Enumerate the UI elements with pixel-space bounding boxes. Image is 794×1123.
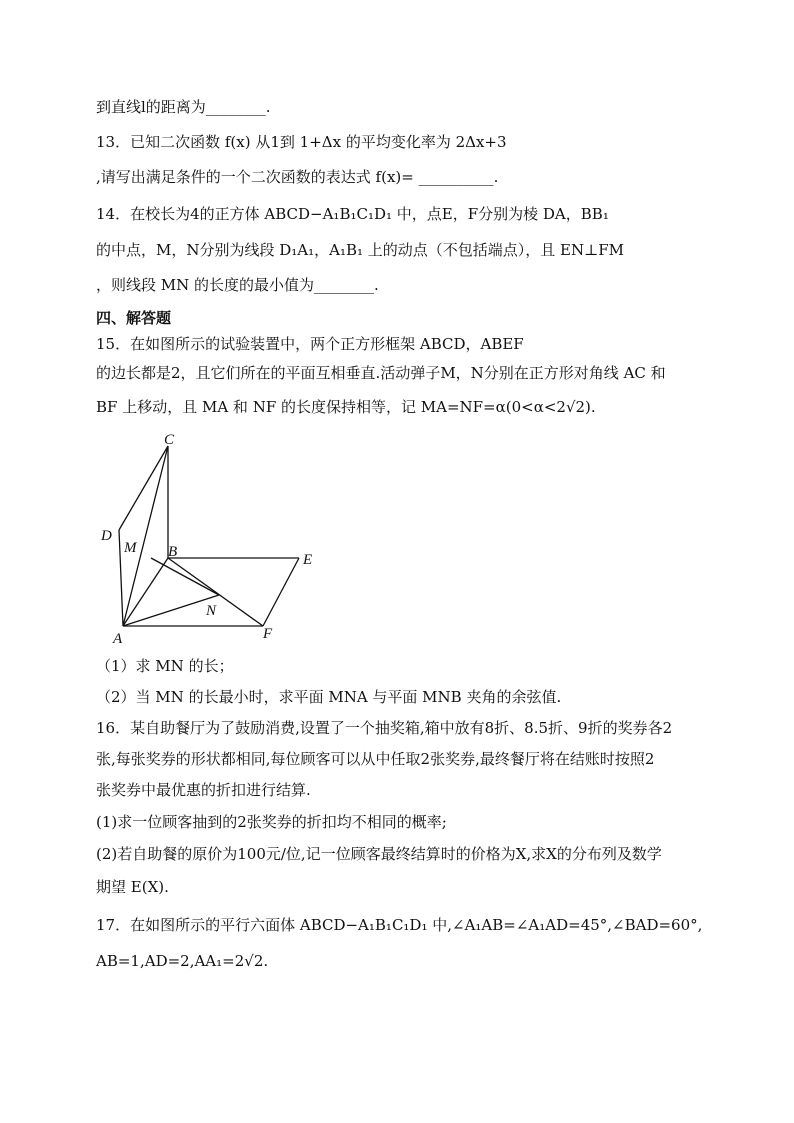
q16-part2-cont bbox=[96, 876, 169, 898]
q17-text-2: AB=1,AD=2,AA₁=2√2. bbox=[96, 952, 269, 970]
edge-AD bbox=[119, 530, 123, 626]
q14-line3 bbox=[96, 274, 379, 296]
q15-line1 bbox=[96, 333, 524, 355]
q15-text-3: BF 上移动，且 MA 和 NF 的长度保持相等，记 MA=NF=α(0<α<2√2). bbox=[96, 398, 596, 416]
q14-text-1: 14．在校长为4的正方体 ABCD−A₁B₁C₁D₁ 中，点E，F分别为棱 DA，BB₁ bbox=[96, 205, 609, 223]
edge-EF bbox=[263, 558, 299, 626]
label-N: N bbox=[206, 603, 217, 619]
edge-AB bbox=[123, 558, 168, 626]
q15-line3 bbox=[96, 396, 596, 418]
section-heading-text: 四、解答题 bbox=[96, 309, 172, 327]
q15-part2 bbox=[96, 686, 561, 708]
q13-line1 bbox=[96, 131, 507, 153]
label-E: E bbox=[303, 552, 313, 568]
q15-line2 bbox=[96, 362, 666, 384]
label-A: A bbox=[113, 631, 123, 647]
label-B: B bbox=[168, 544, 178, 560]
label-M: M bbox=[124, 540, 137, 556]
q15-part1-text: （1）求 MN 的长； bbox=[96, 657, 234, 675]
q14-line2 bbox=[96, 239, 624, 261]
q17-text-1: 17．在如图所示的平行六面体 ABCD−A₁B₁C₁D₁ 中,∠A₁AB=∠A₁AD=45°,∠BAD=60°, bbox=[96, 916, 703, 934]
q16-part1 bbox=[96, 811, 447, 833]
q16-part2 bbox=[96, 843, 662, 865]
label-D: D bbox=[101, 528, 112, 544]
q15-text-2: 的边长都是2，且它们所在的平面互相垂直.活动弹子M，N分别在正方形对角线 AC 和 bbox=[96, 364, 666, 382]
q15-part1 bbox=[96, 655, 234, 677]
section-heading bbox=[96, 307, 171, 329]
label-F: F bbox=[263, 626, 273, 642]
q14-line1 bbox=[96, 203, 609, 225]
q15-part2-text: （2）当 MN 的长最小时，求平面 MNA 与平面 MNB 夹角的余弦值. bbox=[96, 688, 562, 706]
q16-text-3: 张奖券中最优惠的折扣进行结算. bbox=[96, 781, 311, 799]
q16-line3 bbox=[96, 779, 311, 801]
q12-tail-text: 到直线l的距离为________. bbox=[96, 98, 271, 116]
q13-text-2: ,请写出满足条件的一个二次函数的表达式 f(x)= __________. bbox=[96, 168, 499, 186]
q14-text-2: 的中点，M，N分别为线段 D₁A₁，A₁B₁ 上的动点（不包括端点），且 EN⊥FM bbox=[96, 241, 625, 259]
q17-line2 bbox=[96, 950, 268, 972]
q13-line2 bbox=[96, 166, 498, 188]
label-C: C bbox=[164, 432, 175, 448]
q16-part1-text: (1)求一位顾客抽到的2张奖券的折扣均不相同的概率; bbox=[96, 813, 447, 831]
segment-MN bbox=[151, 558, 219, 595]
edge-DC bbox=[119, 446, 168, 530]
q12-tail bbox=[96, 96, 271, 118]
q17-line1 bbox=[96, 914, 702, 936]
q16-part2-text: (2)若自助餐的原价为100元/位,记一位顾客最终结算时的价格为X,求X的分布列及数学 bbox=[96, 845, 662, 863]
q14-text-3: ，则线段 MN 的长度的最小值为________. bbox=[96, 276, 379, 294]
q16-text-2: 张,每张奖券的形状都相同,每位顾客可以从中任取2张奖券,最终餐厅将在结账时按照2 bbox=[96, 750, 655, 768]
q13-text-1: 13．已知二次函数 f(x) 从1到 1+Δx 的平均变化率为 2Δx+3 bbox=[96, 133, 507, 151]
q16-line2 bbox=[96, 748, 654, 770]
edge-CA bbox=[123, 446, 168, 626]
segment-AN bbox=[123, 595, 219, 626]
q16-line1 bbox=[96, 717, 672, 739]
q16-part2-cont-text: 期望 E(X). bbox=[96, 878, 169, 896]
q16-text-1: 16．某自助餐厅为了鼓励消费,设置了一个抽奖箱,箱中放有8折、8.5折、9折的奖券各2 bbox=[96, 719, 673, 737]
geometry-figure bbox=[96, 430, 336, 650]
q15-text-1: 15．在如图所示的试验装置中，两个正方形框架 ABCD，ABEF bbox=[96, 335, 524, 353]
